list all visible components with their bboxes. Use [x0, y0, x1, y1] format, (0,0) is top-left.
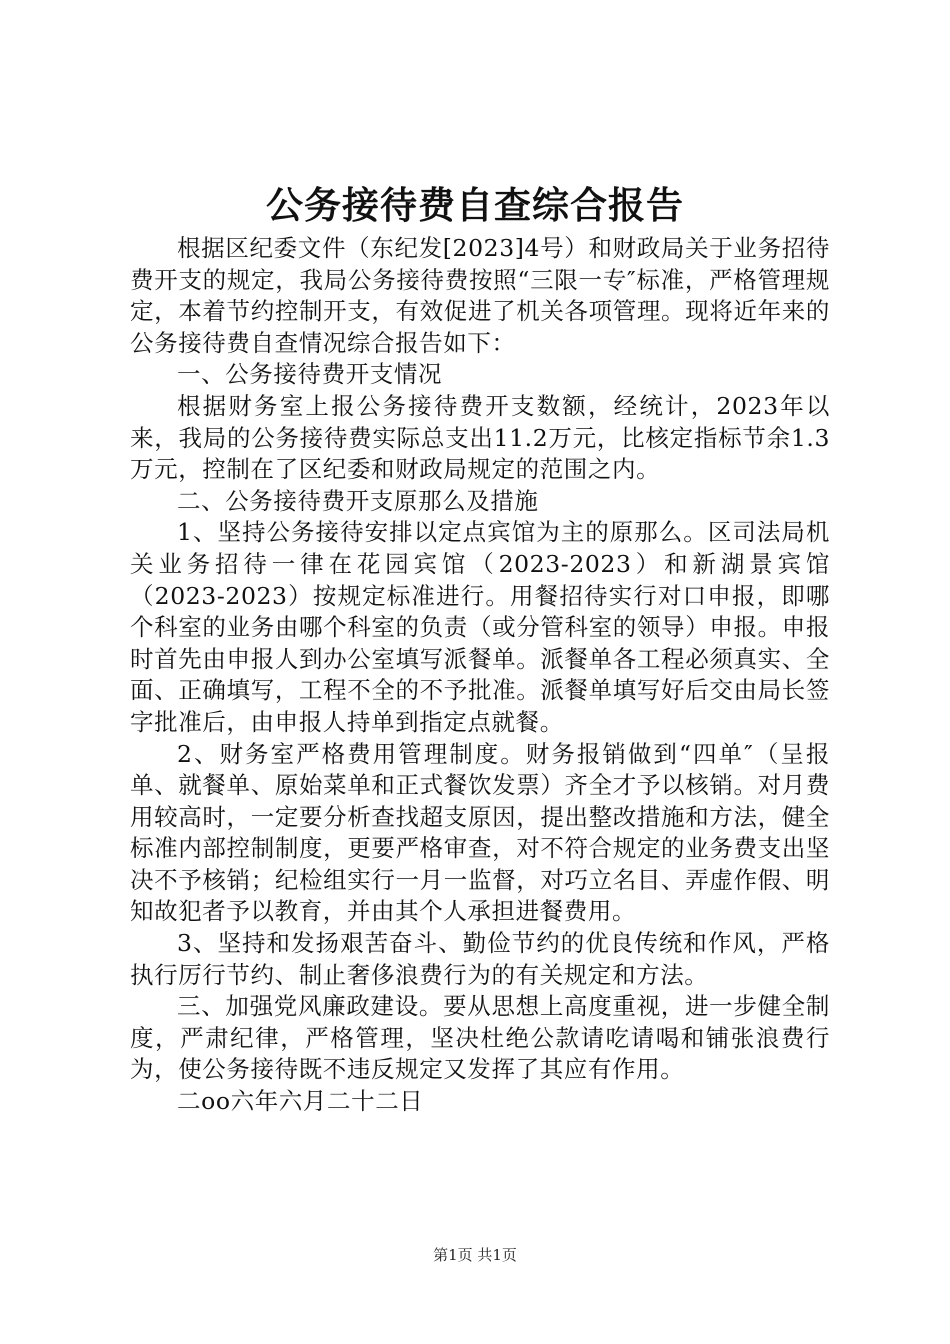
section-heading-3: 三、加强党风廉政建设。要从思想上高度重视，进一步健全制度，严肃纪律，严格管理，坚决杜绝公款请吃请喝和铺张浪费行为，使公务接待既不违反规定又发挥了其应有作用。	[130, 992, 830, 1084]
document-title: 公务接待费自查综合报告	[266, 183, 684, 227]
measure-paragraph-2: 2、财务室严格费用管理制度。财务报销做到“四单″（呈报单、就餐单、原始菜单和正式餐饮发票）齐全才予以核销。对月费用较高时，一定要分析查找超支原因，提出整改措施和方法，健全标准内部控制制度，更要严格审查，对不符合规定的业务费支出坚决不予核销；纪检组实行一月一监督，对巧立名目、弄虚作假、明知故犯者予以教育，并由其个人承担进餐费用。	[130, 739, 830, 926]
expenditure-paragraph: 根据财务室上报公务接待费开支数额，经统计，2023年以来，我局的公务接待费实际总支出11.2万元，比核定指标节余1.3万元，控制在了区纪委和财政局规定的范围之内。	[130, 391, 830, 484]
section-heading-2: 二、公务接待费开支原那么及措施	[177, 486, 539, 515]
page-footer: 第1页 共1页	[433, 1246, 517, 1264]
document-body	[130, 233, 830, 1118]
measure-paragraph-1: 1、坚持公务接待安排以定点宾馆为主的原那么。区司法局机关业务招待一律在花园宾馆（2023-2023）和新湖景宾馆（2023-2023）按规定标准进行。用餐招待实行对口申报，即哪个科室的业务由哪个科室的负责（或分管科室的领导）申报。申报时首先由申报人到办公室填写派餐单。派餐单各工程必须真实、全面、正确填写，工程不全的不予批准。派餐单填写好后交由局长签字批准后，由申报人持单到指定点就餐。	[130, 518, 830, 736]
intro-paragraph: 根据区纪委文件（东纪发[2023]4号）和财政局关于业务招待费开支的规定，我局公务接待费按照“三限一专″标准，严格管理规定，本着节约控制开支，有效促进了机关各项管理。现将近年来的公务接待费自查情况综合报告如下：	[130, 234, 830, 357]
measure-paragraph-3: 3、坚持和发扬艰苦奋斗、勤俭节约的优良传统和作风，严格执行厉行节约、制止奢侈浪费行为的有关规定和方法。	[130, 929, 830, 989]
section-heading-1: 一、公务接待费开支情况	[177, 360, 443, 389]
document-date: 二oo六年六月二十二日	[177, 1087, 424, 1116]
